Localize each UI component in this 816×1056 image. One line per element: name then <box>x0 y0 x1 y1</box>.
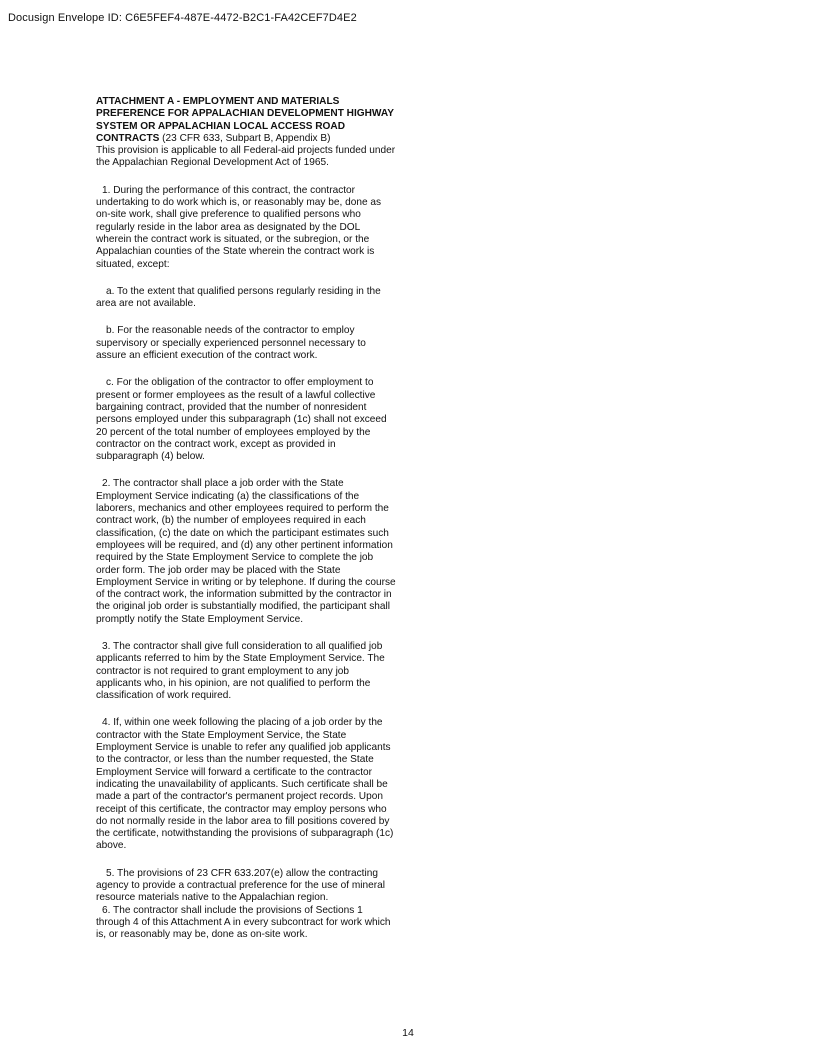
paragraph-3-text: 3. The contractor shall give full consideration to all qualified job applicants referred to him by the State Employment Service. The contractor is not required to grant employment to any job applicants who, in his opinion, are not qualified to perform the classification of work required. <box>96 640 385 702</box>
paragraph-4 <box>96 717 396 852</box>
intro-text: This provision is applicable to all Federal-aid projects funded under the Appalachian Regional Development Act of 1965. <box>96 145 396 169</box>
paragraph-1 <box>96 185 396 271</box>
paragraph-1c-text: c. For the obligation of the contractor to offer employment to present or former employees as the result of a lawful collective bargaining contract, provided that the number of nonresident persons employed under this subparagraph (1c) shall not exceed 20 percent of the total number of employees employed by the contractor on the contract work, except as provided in subparagraph (4) below. <box>96 377 387 463</box>
paragraph-1-text: 1. During the performance of this contract, the contractor undertaking to do work which is, or reasonably may be, done as on-site work, shall give preference to qualified persons who regularly reside in the labor area as designated by the DOL wherein the contract work is situated, or the subregion, or the Appalachian counties of the State wherein the contract work is situated, except: <box>96 184 382 270</box>
attachment-a-body <box>96 96 396 957</box>
paragraph-5-text: 5. The provisions of 23 CFR 633.207(e) allow the contracting agency to provide a contractual preference for the use of mineral resource materials native to the Appalachian region. <box>96 867 385 904</box>
paragraph-2 <box>96 478 396 626</box>
paragraph-2-text: 2. The contractor shall place a job order with the State Employment Service indicating (a) the classifications of the laborers, mechanics and other employees required to perform the contract work, (b) the number of employees required in each classification, (c) the date on which the participant estimates such employees will be required, and (d) any other pertinent information required by the State Employment Service to complete the job order form. The job order may be placed with the State Employment Service in writing or by telephone. If during the course of the contract work, the information submitted by the contractor in the original job order is substantially modified, the participant shall promptly notify the State Employment Service. <box>96 478 396 625</box>
paragraph-1c <box>96 377 396 463</box>
paragraph-1a <box>96 286 396 311</box>
paragraph-1a-text: a. To the extent that qualified persons regularly residing in the area are not available. <box>96 285 381 310</box>
paragraph-6-text: 6. The contractor shall include the provisions of Sections 1 through 4 of this Attachment A in every subcontract for work which is, or reasonably may be, done as on-site work. <box>96 904 391 941</box>
docusign-envelope-id: Docusign Envelope ID: C6E5FEF4-487E-4472-B2C1-FA42CEF7D4E2 <box>8 12 357 24</box>
title-reference: (23 CFR 633, Subpart B, Appendix B) <box>159 132 331 144</box>
paragraph-1b-text: b. For the reasonable needs of the contractor to employ supervisory or specially experienced personnel necessary to assure an efficient execution of the contract work. <box>96 325 366 362</box>
paragraph-5 <box>96 868 396 905</box>
attachment-title: ATTACHMENT A - EMPLOYMENT AND MATERIALS PREFERENCE FOR APPALACHIAN DEVELOPMENT HIGHWAY SYSTEM OR APPALACHIAN LOCAL ACCESS ROAD CONTRACTS <box>96 96 394 144</box>
page-number: 14 <box>402 1027 414 1039</box>
title-block <box>96 96 396 170</box>
paragraph-4-text: 4. If, within one week following the placing of a job order by the contractor with the State Employment Service, the State Employment Service is unable to refer any qualified job applicants to the contractor, or less than the number requested, the State Employment Service will forward a certificate to the contractor indicating the unavailability of applicants. Such certificate shall be made a part of the contractor's permanent project records. Upon receipt of this certificate, the contractor may employ persons who do not normally reside in the labor area to fill positions covered by the certificate, notwithstanding the provisions of subparagraph (1c) above. <box>96 717 394 852</box>
paragraph-3 <box>96 641 396 702</box>
paragraph-1b <box>96 325 396 362</box>
paragraph-6 <box>96 905 396 942</box>
